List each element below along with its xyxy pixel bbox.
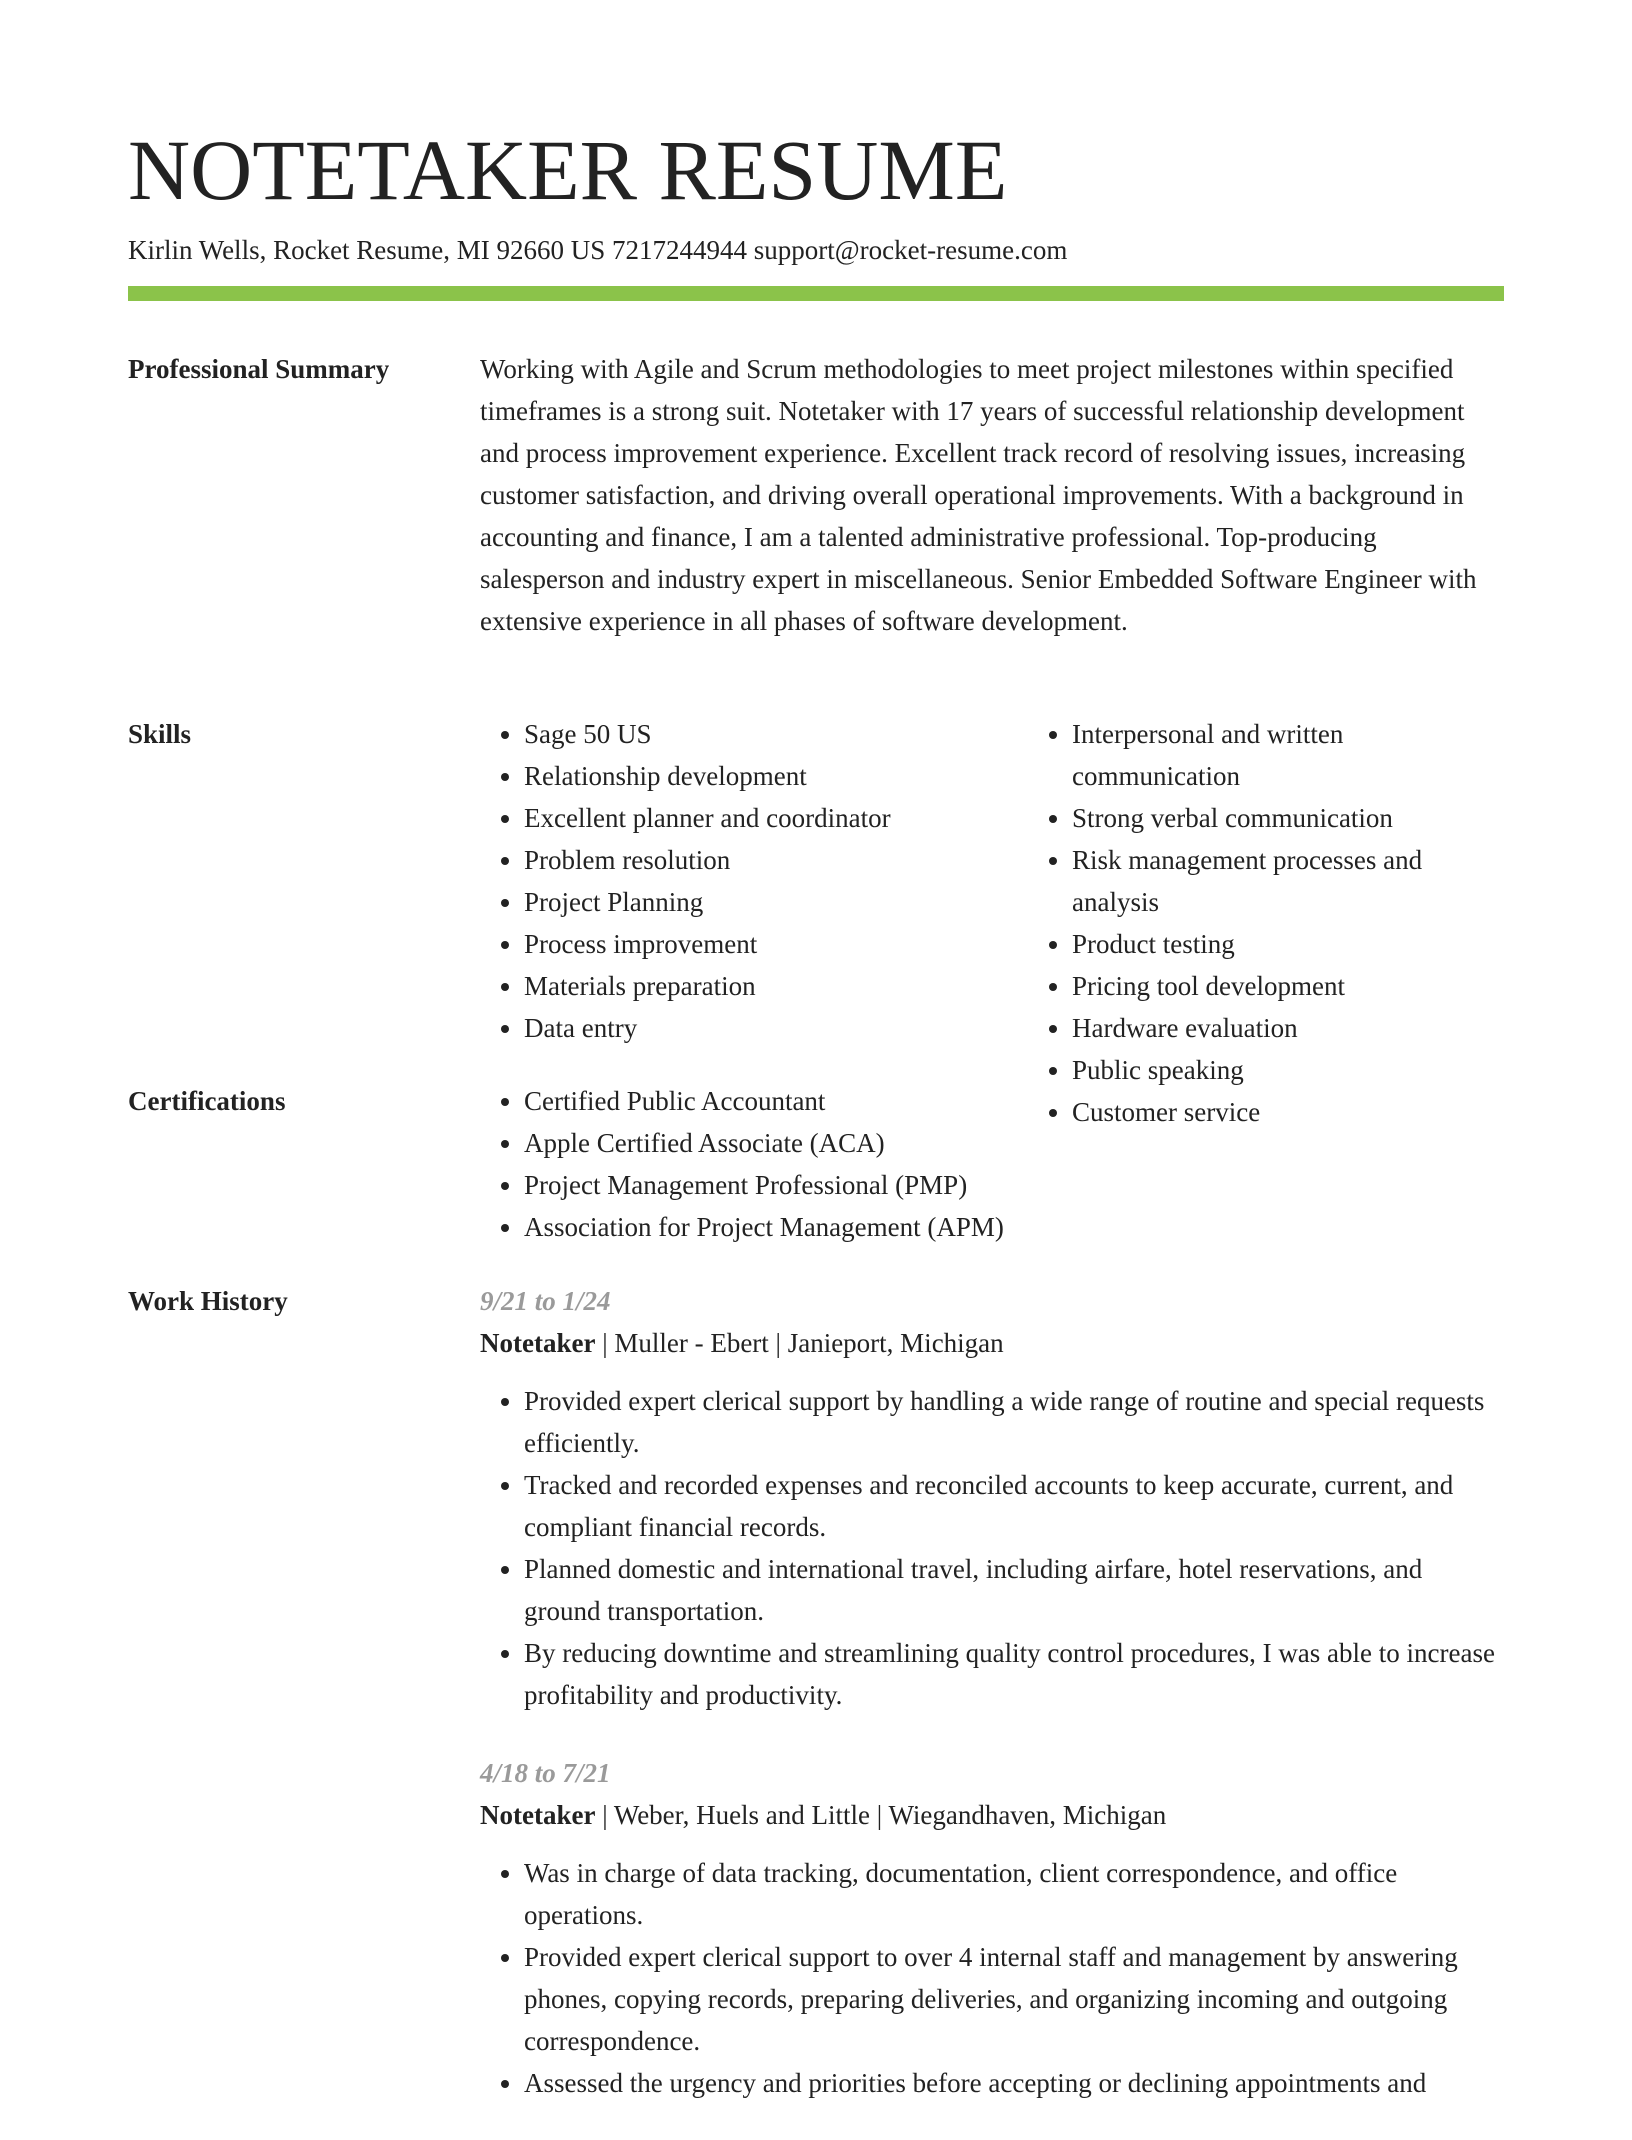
job-bullet: • Planned domestic and international travel, including airfare, hotel reservations, and ground transportation.	[524, 1548, 1504, 1632]
job-details: | Muller - Ebert | Janieport, Michigan	[595, 1328, 1004, 1358]
certifications-list	[480, 1080, 1504, 1248]
skill-item: • Product testing	[1072, 923, 1504, 965]
summary-text: Working with Agile and Scrum methodologies to meet project milestones within specified timeframes is a strong suit. Notetaker with 17 years of successful relationship development and process improvement experience. Excellent track record of resolving issues, increasing customer satisfaction, and driving overall operational improvements. With a background in accounting and finance, I am a talented administrative professional. Top-producing salesperson and industry expert in miscellaneous. Senior Embedded Software Engineer with extensive experience in all phases of software development.	[480, 354, 1477, 636]
page-title: NOTETAKER RESUME	[128, 122, 1008, 218]
job-bullets	[480, 1852, 1504, 2104]
skill-item: • Sage 50 US	[524, 713, 1028, 755]
skills-list-left	[480, 713, 1028, 1133]
skill-item: • Materials preparation	[524, 965, 1028, 1007]
job-bullets	[480, 1380, 1504, 1716]
certification-item: • Apple Certified Associate (ACA)	[524, 1122, 1504, 1164]
skill-item: • Relationship development	[524, 755, 1028, 797]
job-bullet: • Assessed the urgency and priorities before accepting or declining appointments and	[524, 2062, 1504, 2104]
certification-item: • Certified Public Accountant	[524, 1080, 1504, 1122]
summary-body	[480, 348, 1504, 642]
work-label: Work History	[128, 1286, 288, 1316]
job-details: | Weber, Huels and Little | Wiegandhaven, Michigan	[595, 1800, 1167, 1830]
skill-item: • Process improvement	[524, 923, 1028, 965]
skills-list-right	[1028, 713, 1504, 1133]
skill-item: • Data entry	[524, 1007, 1028, 1049]
job-dates: 4/18 to 7/21	[480, 1758, 611, 1788]
work-body	[480, 1280, 1504, 2140]
skill-item: • Excellent planner and coordinator	[524, 797, 1028, 839]
job-heading	[480, 1322, 1504, 1364]
job-dates: 9/21 to 1/24	[480, 1286, 611, 1316]
job-title: Notetaker	[480, 1328, 596, 1358]
contact-line: Kirlin Wells, Rocket Resume, MI 92660 US 7217244944 support@rocket-resume.com	[128, 235, 1068, 265]
job-bullet: • Provided expert clerical support to over 4 internal staff and management by answering phones, copying records, preparing deliveries, and organizing incoming and outgoing correspondence.	[524, 1936, 1504, 2062]
skill-item: • Strong verbal communication	[1072, 797, 1504, 839]
skills-body	[480, 713, 1504, 1133]
job-entry	[480, 1280, 1504, 1716]
job-entry	[480, 1752, 1504, 2104]
certification-item: • Project Management Professional (PMP)	[524, 1164, 1504, 1206]
job-bullet: • By reducing downtime and streamlining quality control procedures, I was able to increase profitability and productivity.	[524, 1632, 1504, 1716]
job-bullet: • Provided expert clerical support by handling a wide range of routine and special requests efficiently.	[524, 1380, 1504, 1464]
skill-item: • Risk management processes and analysis	[1072, 839, 1504, 923]
certification-item: • Association for Project Management (APM)	[524, 1206, 1504, 1248]
summary-label: Professional Summary	[128, 354, 390, 384]
skill-item: • Project Planning	[524, 881, 1028, 923]
skill-item: • Public speaking	[1072, 1049, 1504, 1091]
skill-item: • Pricing tool development	[1072, 965, 1504, 1007]
header-divider	[128, 286, 1504, 301]
skill-item: • Interpersonal and written communication	[1072, 713, 1504, 797]
skills-label: Skills	[128, 719, 192, 749]
job-bullet: • Was in charge of data tracking, documentation, client correspondence, and office operations.	[524, 1852, 1504, 1936]
job-bullet: • Tracked and recorded expenses and reconciled accounts to keep accurate, current, and compliant financial records.	[524, 1464, 1504, 1548]
job-title: Notetaker	[480, 1800, 596, 1830]
certifications-body	[480, 1080, 1504, 1248]
skill-item: • Problem resolution	[524, 839, 1028, 881]
skill-item: • Customer service	[1072, 1091, 1504, 1133]
skill-item: • Hardware evaluation	[1072, 1007, 1504, 1049]
certifications-label: Certifications	[128, 1086, 286, 1116]
job-heading	[480, 1794, 1504, 1836]
